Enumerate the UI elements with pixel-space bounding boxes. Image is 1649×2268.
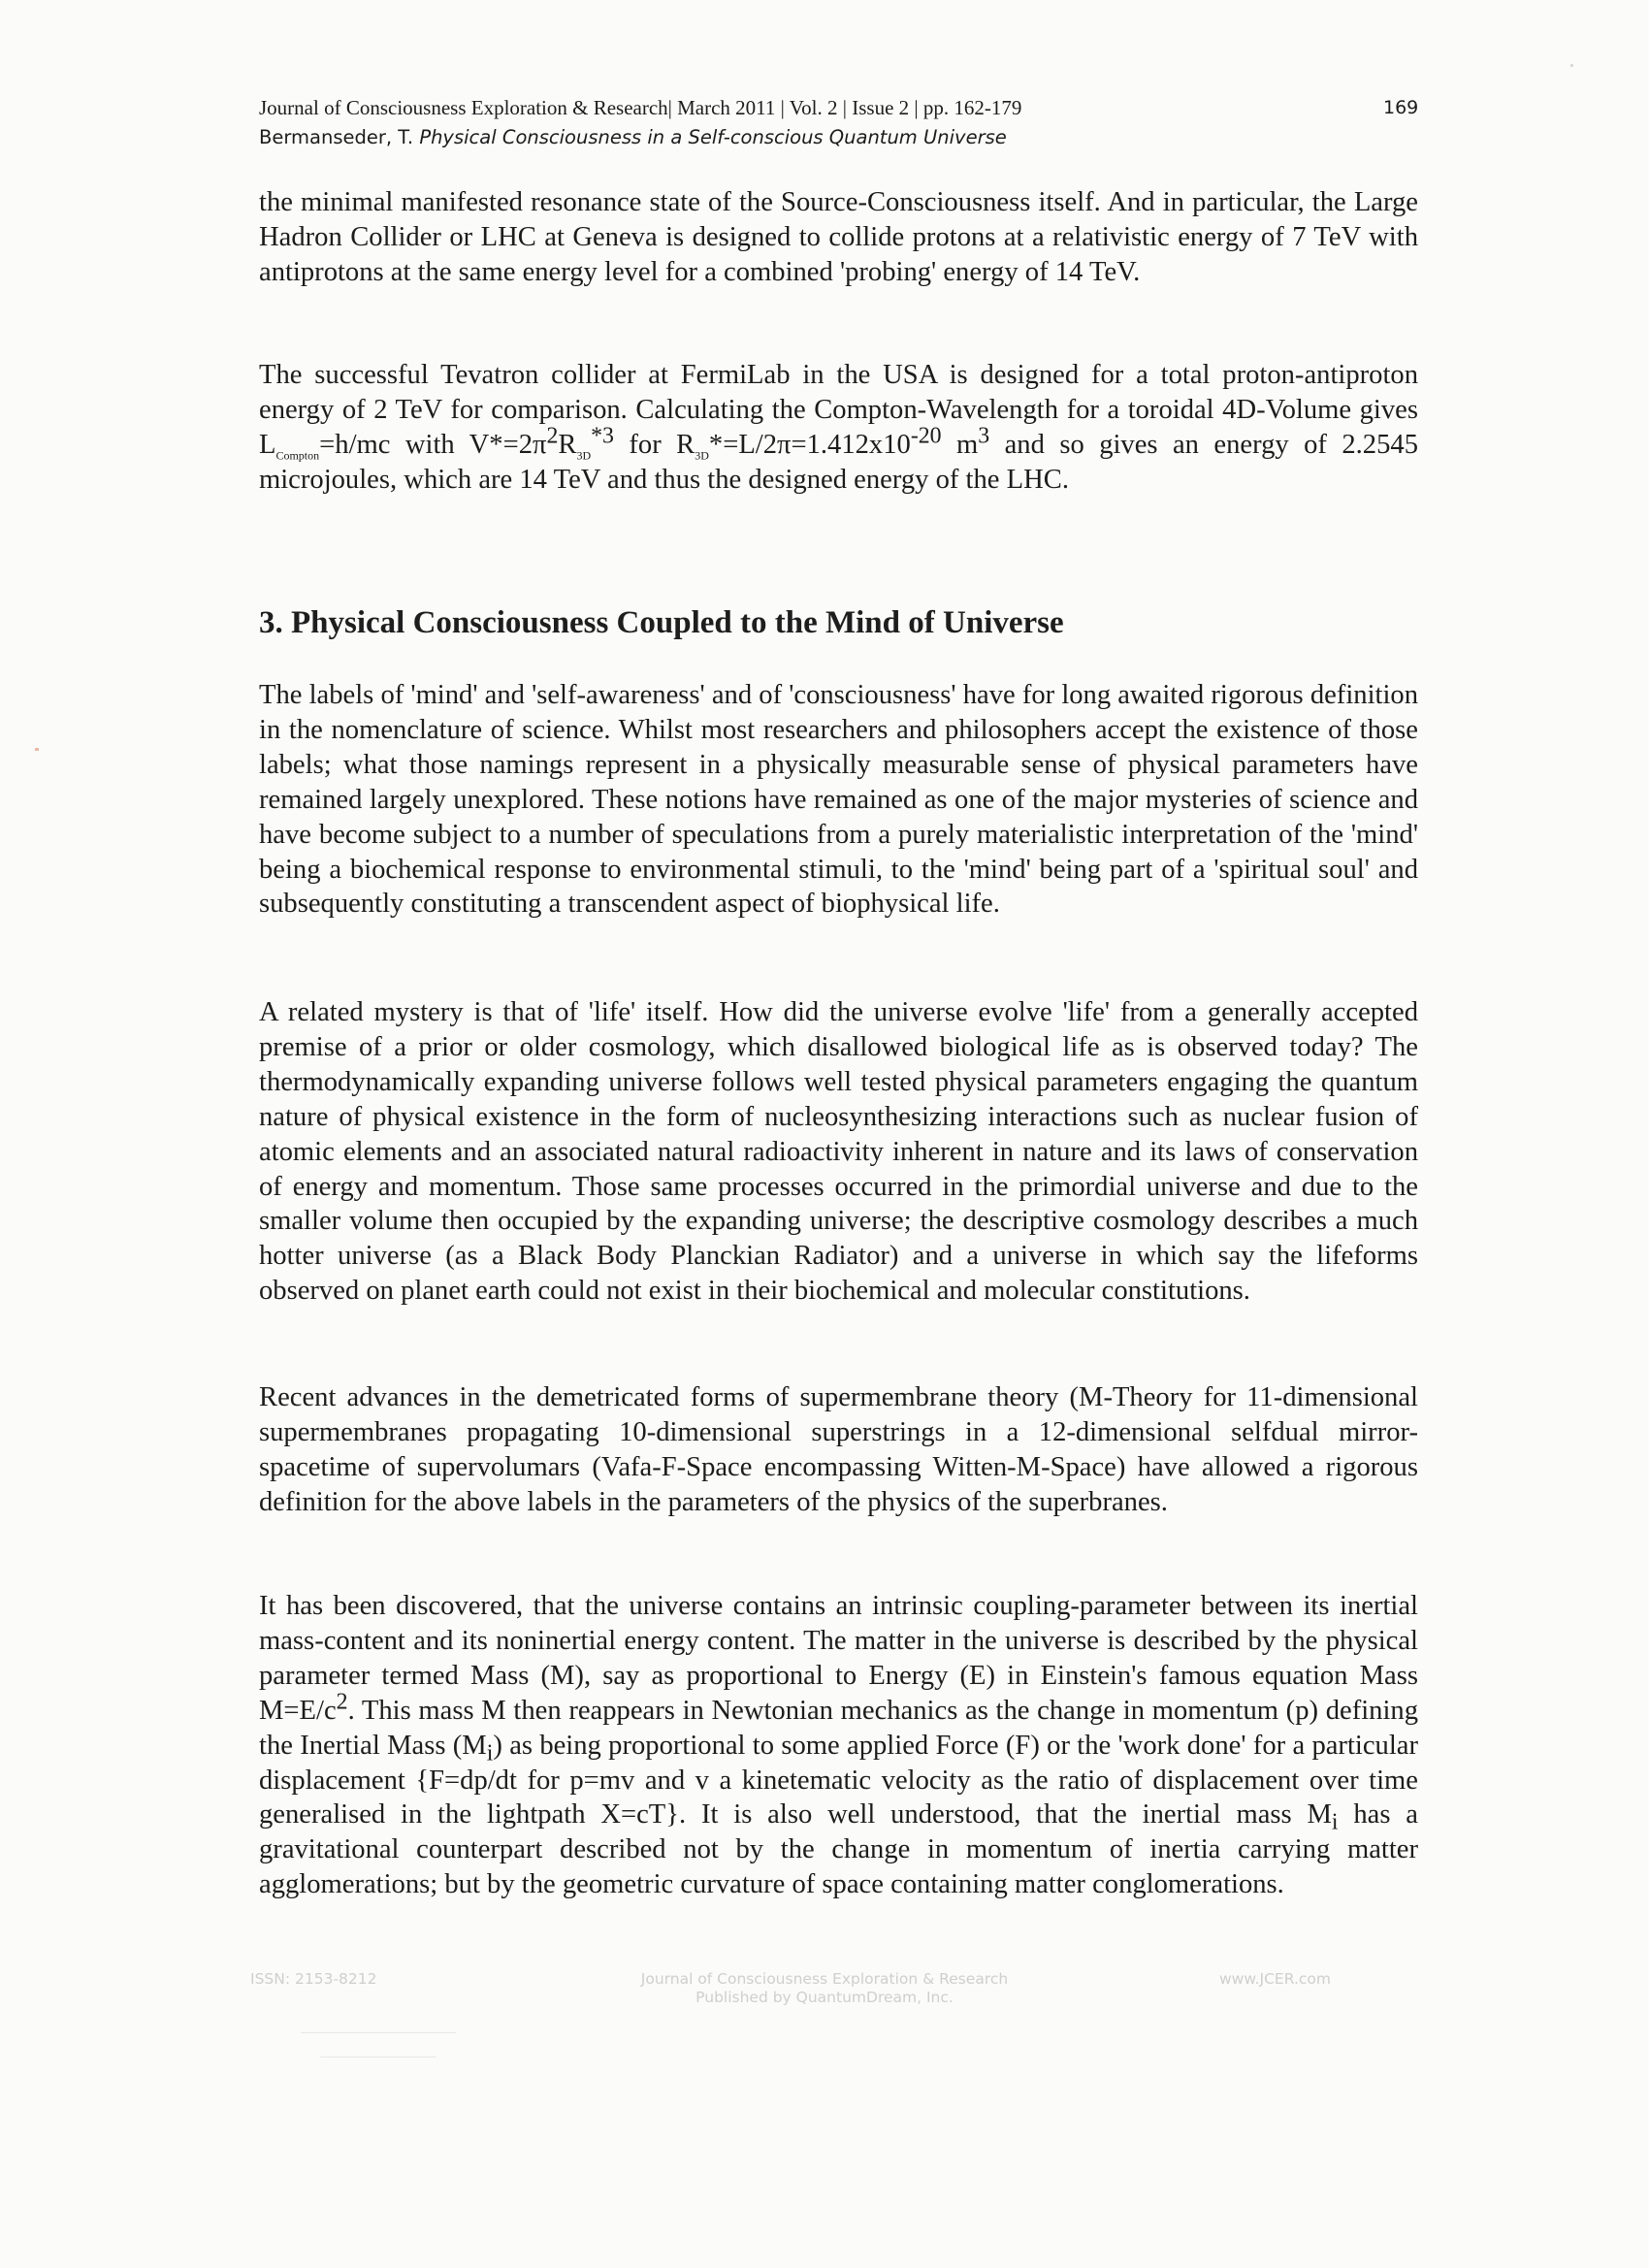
scan-speck: [35, 748, 39, 751]
paragraph-1: [259, 185, 1418, 290]
author-title-line: [259, 122, 1418, 152]
paragraph-5: [259, 1380, 1418, 1520]
paragraph-2-text: The successful Tevatron collider at FermiLab in the USA is designed for a total proton-antiproton energy of 2 TeV for comparison. Calculating the Compton-Wavelength for a toroidal 4D-Volume gives $L_{Compton}=h/mc$ with $V*=2\pi^2R_{3D}^{*3}$ for $R_{3D}*=L/2\pi=1.412x10^{-20}$ $m^3$ and so gives an energy of 2.2545 microjoules, which are 14 TeV and thus the designed energy of the LHC.: [259, 360, 1418, 495]
scan-smudge: [301, 2032, 456, 2033]
footer-journal-name: Journal of Consciousness Exploration & Research: [640, 1970, 1009, 1988]
paragraph-5-text: Recent advances in the demetricated forms of supermembrane theory (M-Theory for 11-dimensional supermembranes propagating 10-dimensional superstrings in a 12-dimensional selfdual mirror-spacetime of supervolumars (Vafa-F-Space encompassing Witten-M-Space) have allowed a rigorous definition for the above labels in the parameters of the physics of the superbranes.: [259, 1382, 1418, 1517]
paragraph-4: [259, 995, 1418, 1309]
scan-speck: [1570, 64, 1573, 67]
article-title: Physical Consciousness in a Self-conscious Quantum Universe: [419, 126, 1007, 148]
paragraph-2: [259, 358, 1418, 498]
paragraph-6: [259, 1589, 1418, 1902]
paragraph-4-text: A related mystery is that of 'life' itself. How did the universe evolve 'life' from a generally accepted premise of a prior or older cosmology, which disallowed biological life as is observed today? The thermodynamically expanding universe follows well tested physical parameters engaging the quantum nature of physical existence in the form of nucleosynthesizing interactions such as nuclear fusion of atomic elements and an associated natural radioactivity inherent in nature and its laws of conservation of energy and momentum. Those same processes occurred in the primordial universe and due to the smaller volume then occupied by the expanding universe; the descriptive cosmology describes a much hotter universe (as a Black Body Planckian Radiator) and a universe in which say the lifeforms observed on planet earth could not exist in their biochemical and molecular constitutions.: [259, 997, 1418, 1307]
paragraph-3: [259, 678, 1418, 922]
footer-website: www.JCER.com: [1219, 1970, 1331, 1988]
paragraph-1-text: the minimal manifested resonance state of the Source-Consciousness itself. And in particular, the Large Hadron Collider or LHC at Geneva is designed to collide protons at a relativistic energy of 7 TeV with antiprotons at the same energy level for a combined 'probing' energy of 14 TeV.: [259, 187, 1418, 287]
journal-citation: Journal of Consciousness Exploration & Research| March 2011 | Vol. 2 | Issue 2 | pp. 162-179: [259, 96, 1022, 119]
running-header: [259, 93, 1418, 152]
page-number: 169: [1383, 97, 1419, 118]
footer-published-by: Published by QuantumDream, Inc.: [695, 1989, 954, 2006]
footer-publisher: [582, 1970, 1067, 2007]
paragraph-6-text: It has been discovered, that the universe contains an intrinsic coupling-parameter between its inertial mass-content and its noninertial energy content. The matter in the universe is described by the physical parameter termed Mass (M), say as proportional to Energy (E) in Einstein's famous equation Mass $M=E/c^2$. This mass M then reappears in Newtonian mechanics as the change in momentum (p) defining the Inertial Mass $(M_i)$ as being proportional to some applied Force (F) or the 'work done' for a particular displacement {F=dp/dt for p=mv and v a kinetematic velocity as the ratio of displacement over time generalised in the lightpath X=cT}. It is also well understood, that the inertial mass $M_i$ has a gravitational counterpart described not by the change in momentum of inertia carrying matter agglomerations; but by the geometric curvature of space containing matter conglomerations.: [259, 1591, 1418, 1900]
paragraph-3-text: The labels of 'mind' and 'self-awareness' and of 'consciousness' have for long awaited rigorous definition in the nomenclature of science. Whilst most researchers and philosophers accept the existence of those labels; what those namings represent in a physically measurable sense of physical parameters have remained largely unexplored. These notions have remained as one of the major mysteries of science and have become subject to a number of speculations from a purely materialistic interpretation of the 'mind' being a biochemical response to environmental stimuli, to the 'mind' being part of a 'spiritual soul' and subsequently constituting a transcendent aspect of biophysical life.: [259, 680, 1418, 920]
section-heading: 3. Physical Consciousness Coupled to the Mind of Universe: [259, 605, 1064, 640]
author-name: Bermanseder, T.: [259, 126, 414, 148]
footer-issn: ISSN: 2153-8212: [250, 1970, 377, 1988]
